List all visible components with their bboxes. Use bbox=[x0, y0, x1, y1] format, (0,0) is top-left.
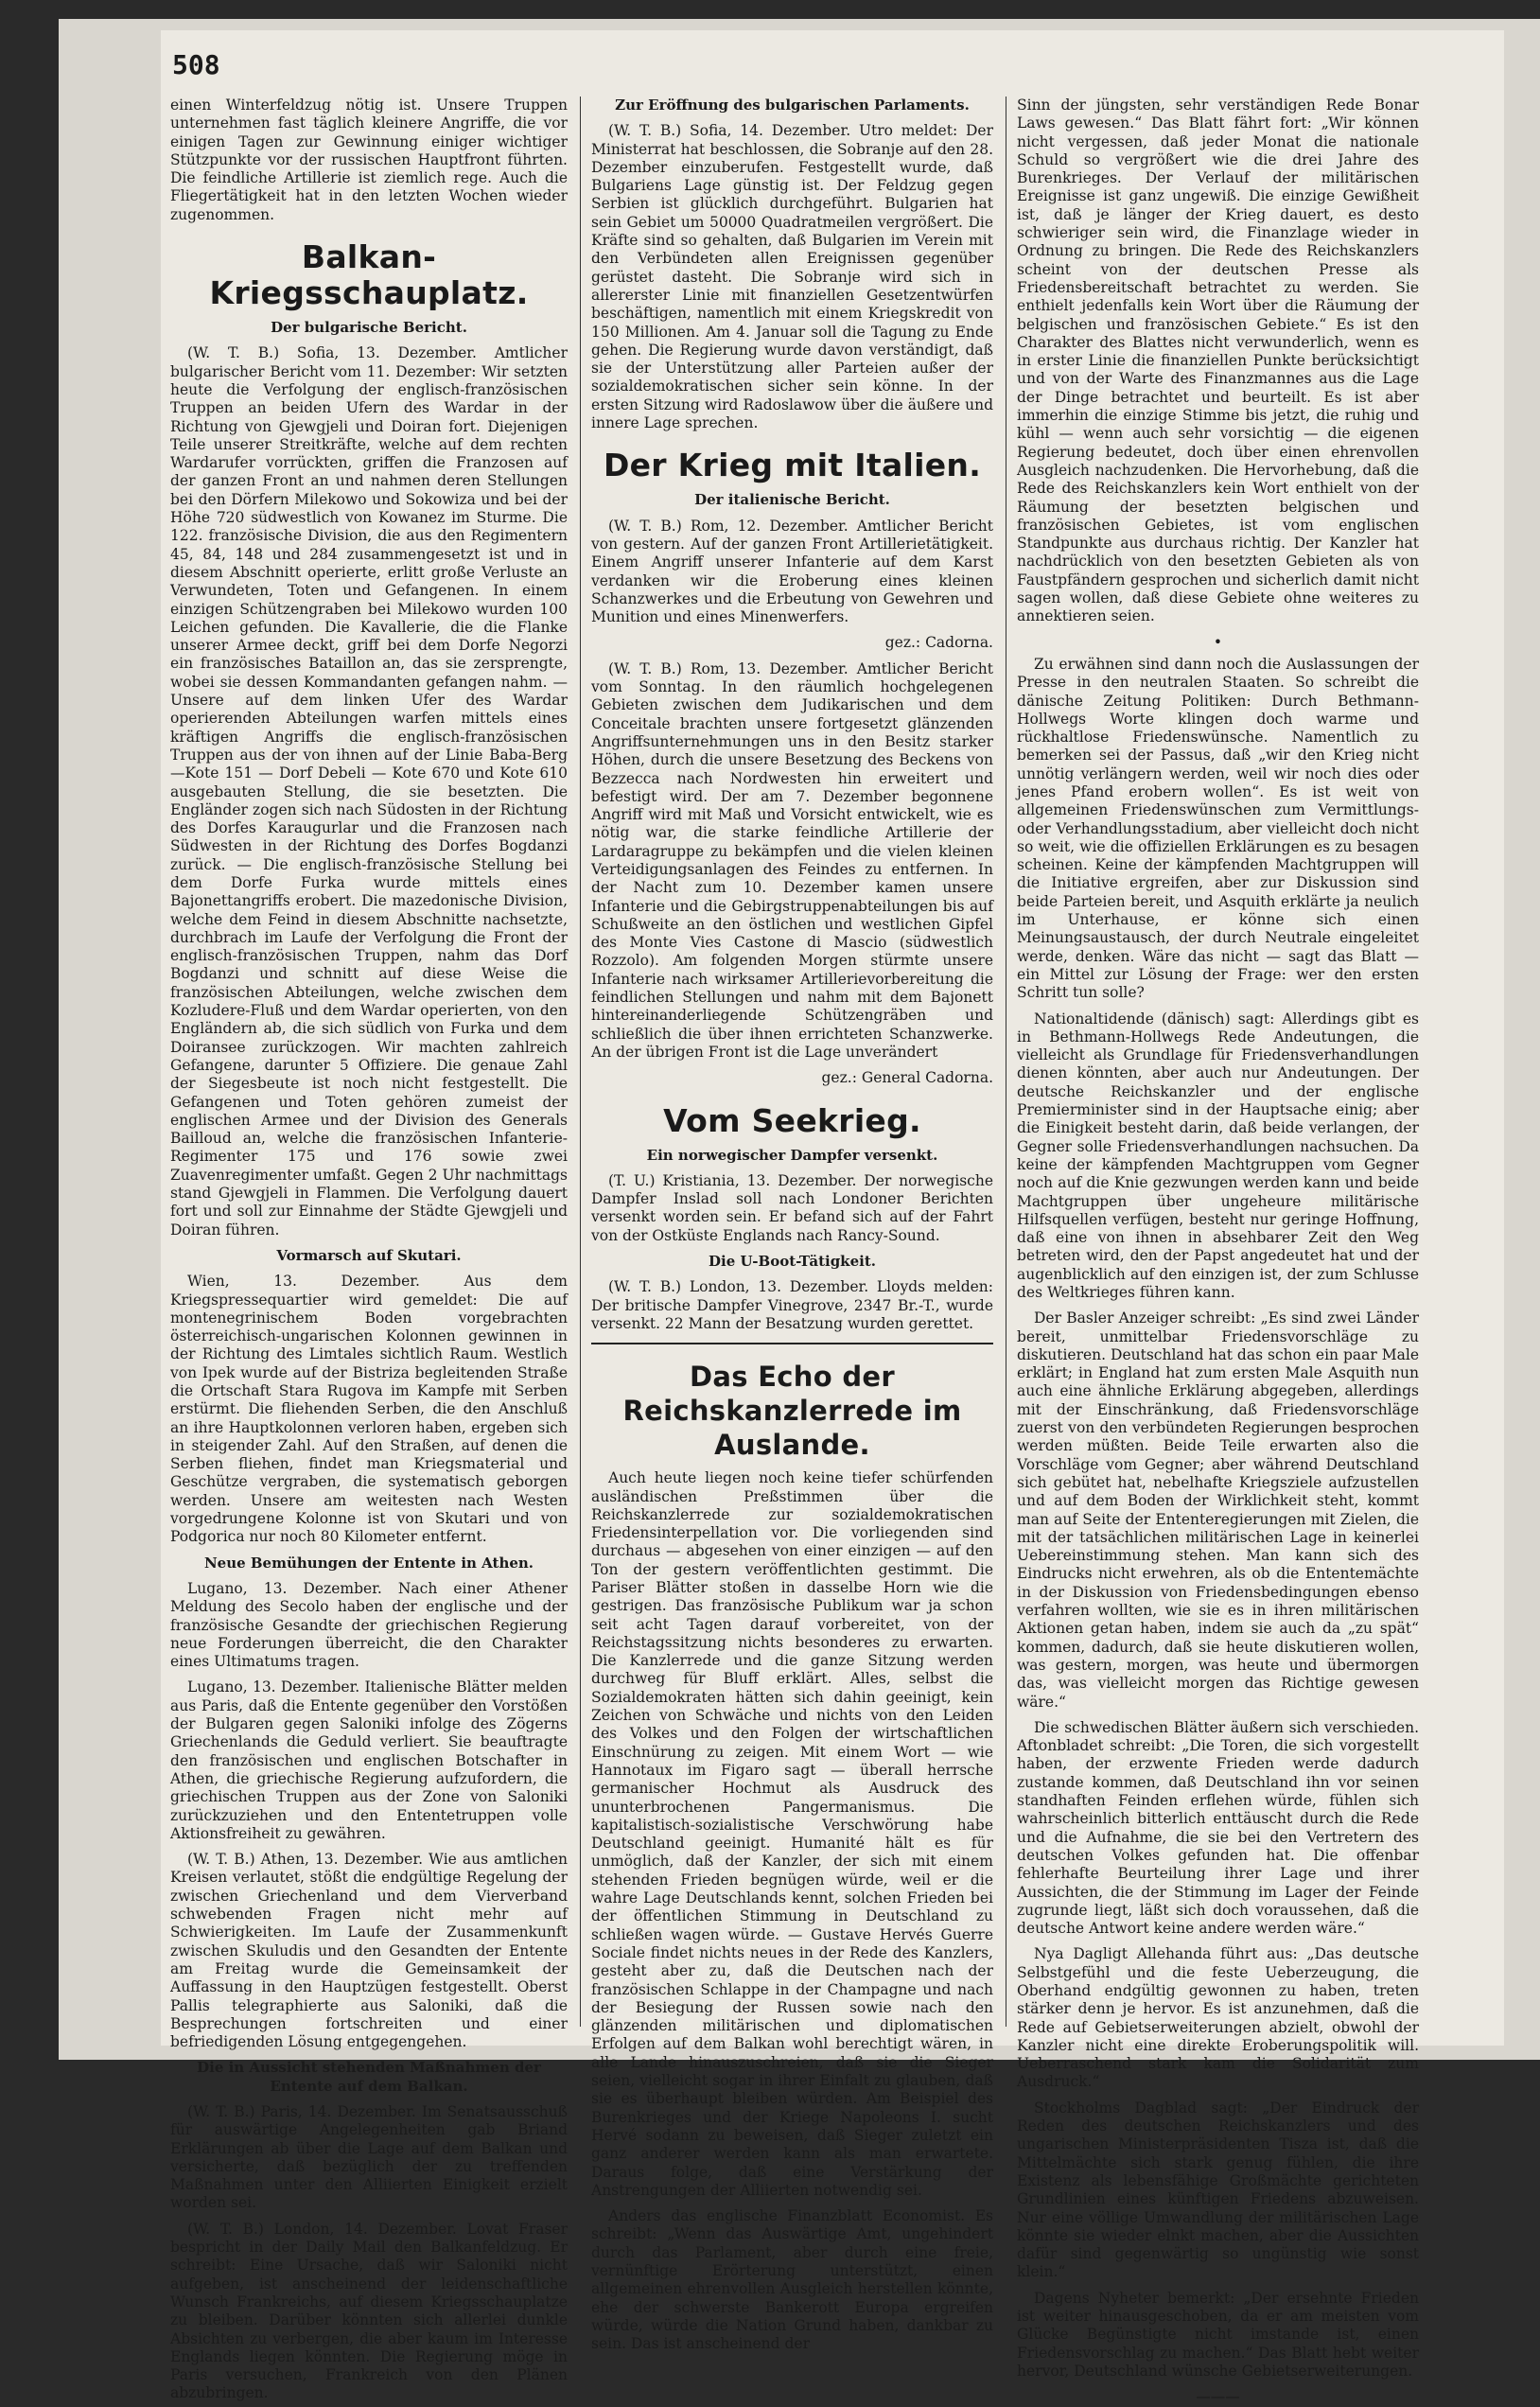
end-rule: ——— bbox=[1196, 2388, 1240, 2406]
page-number: 508 bbox=[172, 49, 220, 80]
subheading: Vormarsch auf Skutari. bbox=[276, 1246, 462, 1264]
paragraph: Zu erwähnen sind dann noch die Auslassungen der Presse in den neutralen Staaten. So schreibt die dänische Zeitung Politiken: Durch Bethmann-Hollwegs Worte klingen doch warme und rückhaltlose Friedenswünsche. Namentlich zu bemerken sei der Passus, daß „wir den Krieg nicht unnötig verlängern werden, weil wir noch dies oder jenes Pfand erobern wollen“. Es ist weit von allgemeinen Friedenswünschen zum Vermittlungs- oder Verhandlungsstadium, aber vielleicht doch nicht so weit, wie die offiziellen Erklärungen es zu besagen scheinen. Keine der kämpfenden Machtgruppen will die Initiative ergreifen, aber zur Diskussion sind beide Parteien bereit, und Asquith erklärte ja neulich im Unterhause, er könne sich einen Meinungsaustausch, der durch Neutrale eingeleitet werde, denken. Wäre das nicht — sagt das Blatt — ein Mittel zur Lösung der Frage: wer den ersten Schritt tun solle? bbox=[1017, 655, 1419, 1002]
subheading: Der italienische Bericht. bbox=[694, 491, 890, 509]
section-heading-seekrieg: Vom Seekrieg. bbox=[663, 1101, 921, 1139]
signature: gez.: Cadorna. bbox=[884, 634, 993, 652]
column-1 bbox=[170, 97, 568, 2402]
newspaper-page bbox=[161, 30, 1504, 2406]
paragraph: (W. T. B.) Sofia, 13. Dezember. Amtlicher bulgarischer Bericht vom 11. Dezember: Wir setzten heute die Verfolgung der englisch-französischen Truppen an beiden Ufern des Wardar in der Richtung von Gjewgjeli und Doiran fort. Diejenigen Teile unserer Streitkräfte, welche auf dem rechten Wardarufer vorrückten, griffen die Franzosen auf der ganzen Front an und nahmen deren Stellungen bei den Dörfern Milekowo und Sokowiza und bei der Höhe 720 südwestlich von Kowanez im Sturme. Die 122. französische Division, die aus den Regimentern 45, 84, 148 und 284 zusammengesetzt ist und in diesem Abschnitt operierte, erlitt große Verluste an Verwundeten, Toten und Gefangenen. In einem einzigen Schützengraben bei Milekowo wurden 100 Leichen gefunden. Die Kavallerie, die die Flanke unserer Armee deckt, griff bei dem Dorfe Negorzi ein französisches Bataillon an, das sie zersprengte, wobei sie dessen Kommandanten gefangen nahm. — Unsere auf dem linken Ufer des Wardar operierenden Abteilungen warfen mittels eines kräftigen Angriffs die englisch-französischen Truppen aus der von ihnen auf der Linie Baba-Berg—Kote 151 — Dorf Debeli — Kote 670 und Kote 610 ausgebauten Stellung, die sie besetzten. Die Engländer zogen sich nach Südosten in der Richtung des Dorfes Karaugurlar und die Franzosen nach Südwesten in der Richtung des Dorfes Bogdanzi zurück. — Die englisch-französische Stellung bei dem Dorfe Furka wurde mittels eines Bajonettangriffs erobert. Die mazedonische Division, welche dem Feind in diesem Abschnitte nachsetzte, durchbrach im Laufe der Verfolgung die Front der englisch-französischen Truppen, nahm das Dorf Bogdanzi und schnitt auf diese Weise die französischen Abteilungen, welche zwischen dem Kozludere-Fluß und dem Wardar operierten, von den Engländern ab, die sich südlich von Furka und dem Doiransee zurückzogen. Wir machten zahlreich Gefangene, darunter 5 Offiziere. Die genaue Zahl der Siegesbeute ist noch nicht festgestellt. Die Gefangenen und Toten gehören zumeist der englischen Armee und der Division des Generals Bailloud an, welche die französischen Infanterie-Regimenter 175 und 176 sowie zwei Zuavenregimenter umfaßt. Gegen 2 Uhr nachmittags stand Gjewgjeli in Flammen. Die Verfolgung dauert fort und soll zur Einnahme der Städte Gjewgjeli und Doiran führen. bbox=[170, 344, 568, 1239]
paragraph: (W. T. B.) Athen, 13. Dezember. Wie aus amtlichen Kreisen verlautet, stößt die endgültige Regelung der zwischen Griechenland und dem Vierverband schwebenden Fragen nicht mehr auf Schwierigkeiten. Im Laufe der Zusammenkunft zwischen Skuludis und den Gesandten der Entente am Freitag wurde die Gemeinsamkeit der Auffassung in den Hauptzügen festgestellt. Oberst Pallis telegraphierte aus Saloniki, daß die Besprechungen fortschreiten und einer befriedigenden Lösung entgegengehen. bbox=[170, 1851, 568, 2051]
subheading: Der bulgarische Bericht. bbox=[271, 319, 467, 337]
paragraph: (W. T. B.) London, 13. Dezember. Lloyds melden: Der britische Dampfer Vinegrove, 2347 Br.-T., wurde versenkt. 22 Mann der Besatzung wurden gerettet. bbox=[591, 1278, 993, 1332]
section-separator-mark: • bbox=[1213, 633, 1223, 651]
subheading: Ein norwegischer Dampfer versenkt. bbox=[646, 1146, 938, 1164]
section-divider bbox=[591, 1343, 993, 1344]
paragraph: Wien, 13. Dezember. Aus dem Kriegspressequartier wird gemeldet: Die auf montenegrinischem Boden vorgebrachten österreichisch-ungarischen Kolonnen gewinnen in der Richtung des Limtales sichtlich Raum. Westlich von Ipek wurde auf der Bistriza begleitenden Straße die Ortschaft Stara Rugova im Kampfe mit Serben erstürmt. Die fliehenden Serben, die den Anschluß an ihre Hauptkolonnen verloren haben, ergeben sich in steigender Zahl. Auf den Straßen, auf denen die Serben fliehen, findet man Kriegsmaterial und Geschütze vergraben, die systematisch geborgen werden. Unsere am weitesten nach Westen vorgedrungene Kolonne ist von Skutari und von Podgorica nur noch 80 Kilometer entfernt. bbox=[170, 1273, 568, 1546]
paragraph: einen Winterfeldzug nötig ist. Unsere Truppen unternehmen fast täglich kleinere Angriffe, die vor einigen Tagen zur Gewinnung einiger wichtiger Stützpunkte vor der russischen Hauptfront führten. Die feindliche Artillerie ist ziemlich rege. Auch die Fliegertätigkeit hat in den letzten Wochen wieder zugenommen. bbox=[170, 97, 568, 223]
scanned-page bbox=[59, 19, 1540, 2406]
paragraph: Die schwedischen Blätter äußern sich verschieden. Aftonbladet schreibt: „Die Toren, die sich vorgestellt haben, der erzwente Frieden werde dadurch zustande kommen, daß Deutschland ihn vor seinen standhaften Feinden erflehen würde, fühlen sich wahrscheinlich bitterlich enttäuscht durch die Rede und die Aufnahme, die sie bei den Vertretern des deutschen Volkes gefunden hat. Die offenbar fehlerhafte Beurteilung ihrer Lage und ihrer Aussichten, die der Stimmung im Lager der Feinde zugrunde liegt, läßt sich doch voraussehen, daß die deutsche Antwort keine andere werden wäre.“ bbox=[1017, 1718, 1419, 1938]
paragraph: (W. T. B.) Sofia, 14. Dezember. Utro meldet: Der Ministerrat hat beschlossen, die Sobranje auf den 28. Dezember einzuberufen. Festgestellt wurde, daß Bulgariens Lage günstig ist. Der Feldzug gegen Serbien ist glücklich durchgeführt. Bulgarien hat sein Gebiet um 50000 Quadratmeilen vergrößert. Die Kräfte sind so gehalten, daß Bulgarien im Verein mit den Verbündeten allen Ereignissen gegenüber gerüstet dasteht. Die Sobranje wird sich in allererster Linie mit finanziellen Gesetzentwürfen beschäftigen, namentlich mit einem Kriegskredit von 150 Millionen. Am 4. Januar soll die Tagung zu Ende gehen. Die Regierung wurde davon verständigt, daß sie der Unterstützung aller Parteien außer der sozialdemokratischen sicher sein könne. In der ersten Sitzung wird Radoslawow über die äußere und innere Lage sprechen. bbox=[591, 122, 993, 432]
subheading: Die in Aussicht stehenden Maßnahmen der Entente auf dem Balkan. bbox=[197, 2059, 541, 2095]
subheading: Zur Eröffnung des bulgarischen Parlaments. bbox=[615, 97, 970, 114]
paragraph: Dagens Nyheter bemerkt: „Der ersehnte Frieden ist weiter hinausgeschoben, da er am meisten vom Glücke Begünstigte nicht imstande ist, einen Friedensvorschlag zu machen.“ Das Blatt hebt weiter hervor, Deutschland wünsche Gebietserweiterungen. bbox=[1017, 2289, 1419, 2380]
paragraph: (W. T. B.) Paris, 14. Dezember. Im Senatsausschuß für auswärtige Angelegenheiten gab Briand Erklärungen ab über die Lage auf dem Balkan und versicherte, daß bezüglich der zu treffenden Maßnahmen unter den Alliierten Einigkeit erzielt worden sei. bbox=[170, 2102, 568, 2212]
paragraph: Lugano, 13. Dezember. Nach einer Athener Meldung des Secolo haben der englische und der französische Gesandte der griechischen Regierung neue Forderungen überreicht, die den Charakter eines Ultimatums tragen. bbox=[170, 1579, 568, 1671]
paragraph: (W. T. B.) Rom, 13. Dezember. Amtlicher Bericht vom Sonntag. In den räumlich hochgelegenen Gebieten zwischen dem Judikarischen und dem Conceitale brachten unsere fortgesetzt glänzenden Angriffsunternehmungen uns in den Besitz starker Höhen, durch die unsere Besetzung des Beckens von Bezzecca nach Nordwesten hin erweitert und befestigt wird. Der am 7. Dezember begonnene Angriff wird mit Maß und Vorsicht entwickelt, wie es nötig war, die starke feindliche Artillerie der Lardaragruppe zu bekämpfen und die vielen kleinen Verteidigungsanlagen des Feindes zu entfernen. In der Nacht zum 10. Dezember kamen unsere Infanterie und die Gebirgstruppenabteilungen bis auf Schußweite an den östlichen und westlichen Gipfel des Monte Vies Castone di Mascio (südwestlich Rozzolo). Am folgenden Morgen stürmte unsere Infanterie nach wirksamer Artillerievorbereitung die feindlichen Stellungen und nahm mit dem Bajonett hintereinanderliegende Schützengräben und schließlich die über ihnen errichteten Schanzwerke. An der übrigen Front ist die Lage unverändert bbox=[591, 659, 993, 1061]
subheading: Die U-Boot-Tätigkeit. bbox=[709, 1253, 876, 1271]
column-2 bbox=[591, 97, 993, 2353]
paragraph: Lugano, 13. Dezember. Italienische Blätter melden aus Paris, daß die Entente gegenüber den Vorstößen der Bulgaren gegen Saloniki infolge des Zögerns Griechenlands die Geduld verliert. Sie beauftragte den französischen und englischen Botschafter in Athen, die griechische Regierung aufzufordern, die griechischen Truppen aus der Zone von Saloniki zurückzuziehen und den Ententetruppen volle Aktionsfreiheit zu gewähren. bbox=[170, 1678, 568, 1842]
paragraph: Der Basler Anzeiger schreibt: „Es sind zwei Länder bereit, unmittelbar Friedensvorschläge zu diskutieren. Deutschland hat das schon ein paar Male erklärt; in England hat zum ersten Male Asquith nun auch eine ähnliche Erklärung abgegeben, allerdings mit der Einschränkung, daß Friedensvorschläge zuerst von den verbündeten Regierungen besprochen werden müßten. Beide Teile erwarten also die Vorschläge vom Gegner; aber während Deutschland sich gebütet hat, nebelhafte Kriegsziele aufzustellen und auf dem Boden der Wirklichkeit steht, kommt man auf Seite der Ententeregierungen mit Zielen, die mit der tatsächlichen militärischen Lage in keinerlei Uebereinstimmung stehen. Man kann sich des Eindrucks nicht erwehren, als ob die Ententemächte in der Diskussion von Friedensbedingungen ebenso verfahren wollten, wie sie es in ihren militärischen Aktionen getan haben, indem sie auch da „zu spät“ kommen, dadurch, daß sie heute diskutieren wollen, was gestern, morgen, was heute und übermorgen das, was vielleicht morgen das Richtige gewesen wäre.“ bbox=[1017, 1309, 1419, 1711]
paragraph: Stockholms Dagblad sagt: „Der Eindruck der Reden des deutschen Reichskanzlers und des ungarischen Ministerpräsidenten Tisza ist, daß die Mittelmächte sich stark genug fühlen, die ihre Existenz als lebensfähige Großmächte gerichteten Grundlinien eines künftigen Friedens abzuweisen. Nur eine völlige Umwandlung der militärischen Lage könnte sie wieder elnkt machen, aber die Aussichten dafür sind gegenwärtig so ungünstig wie sonst klein.“ bbox=[1017, 2099, 1419, 2281]
paragraph: Sinn der jüngsten, sehr verständigen Rede Bonar Laws gewesen.“ Das Blatt fährt fort: „Wir können nicht vergessen, daß jeder Monat die nationale Schuld so vergrößert wie die drei Jahre des Burenkrieges. Der Verlauf der militärischen Ereignisse ist ganz ungewiß. Die einzige Gewißheit ist, daß je länger der Krieg dauert, es desto schwieriger sein wird, die Finanzlage wieder in Ordnung zu bringen. Die Rede des Reichskanzlers scheint von der deutschen Presse als Friedensbereitschaft betrachtet zu werden. Sie enthielt jedenfalls kein Wort über die Räumung der belgischen und französischen Gebiete.“ Es ist den Charakter des Blattes nicht verwunderlich, wenn es in erster Linie die finanziellen Punkte berücksichtigt und von der Warte des Finanzmannes aus die Lage der Dinge betrachtet und beurteilt. Es ist aber immerhin die einzige Stimme bis jetzt, die ruhig und kühl — wenn auch sehr vorsichtig — die eigenen Regierung bedeutet, doch über einen ehrenvollen Ausgleich nachzudenken. Die Hervorhebung, daß die Rede des Reichskanzlers kein Wort enthielt von der Räumung der besetzten belgischen und französischen Gebietes, ist vom englischen Standpunkte aus durchaus richtig. Der Kanzler hat nachdrücklich von den besetzten Gebieten als von Faustpfändern gesprochen und sicherlich damit nicht sagen wollen, daß diese Gebiete ohne weiteres zu annektieren seien. bbox=[1017, 97, 1419, 625]
paragraph: Nya Dagligt Allehanda führt aus: „Das deutsche Selbstgefühl und die feste Ueberzeugung, die Oberhand endgültig gewonnen zu haben, treten stärker denn je hervor. Es ist anzunehmen, daß die Rede auf Gebietserweiterungen abzielt, obwohl der Kanzler nicht eine direkte Eroberungspolitik will. Ueberraschend stark kam die Solidarität zum Ausdruck.“ bbox=[1017, 1945, 1419, 2091]
section-heading-echo: Das Echo der Reichskanzlerrede im Auslande. bbox=[622, 1361, 962, 1462]
paragraph: Anders das englische Finanzblatt Economist. Es schreibt: „Wenn das Auswärtige Amt, ungehindert durch das Parlament, aber durch eine freie, vernünftige Erörterung unterstützt, einen allgemeinen ehrenvollen Ausgleich herstellen könnte, ehe der schwerste Bankerott Europa ergreifen würde, würde die Nation Grund haben, dankbar zu sein. Das ist anscheinend der bbox=[591, 2207, 993, 2353]
paragraph: Nationaltidende (dänisch) sagt: Allerdings gibt es in Bethmann-Hollwegs Rede Andeutungen, die vielleicht als Grundlage für Friedensverhandlungen dienen könnten, aber auch nur Andeutungen. Der deutsche Reichskanzler und der englische Premierminister sind in der Hauptsache einig; aber die Einigkeit besteht darin, daß beide verlangen, der Gegner solle Friedensverhandlungen nachsuchen. Da keine der kämpfenden Machtgruppen vom Gegner noch auf die Knie gezwungen werden kann und beide Machtgruppen über ungeheure militärische Hilfsquellen verfügen, besteht nur geringe Hoffnung, daß eine von ihnen in absehbarer Zeit den Weg betreten wird, den der Papst angedeutet hat und der augenblicklich auf den einzigen ist, der zum Schlusse des Weltkrieges führen kann. bbox=[1017, 1010, 1419, 1301]
column-rule bbox=[580, 97, 581, 2027]
paragraph: (W. T. B.) Rom, 12. Dezember. Amtlicher Bericht von gestern. Auf der ganzen Front Artillerietätigkeit. Einem Angriff unserer Infanterie auf dem Karst verdanken wir die Eroberung eines kleinen Schanzwerkes und die Erbeutung von Gewehren und Munition und eines Minenwerfers. bbox=[591, 517, 993, 626]
paragraph: (W. T. B.) London, 14. Dezember. Lovat Fraser bespricht in der Daily Mail den Balkanfeldzug. Er schreibt: Eine Ursache, daß wir Saloniki nicht aufgeben, ist anscheinend der leidenschaftliche Wunsch Frankreichs, auf diesem Kriegsschauplatze zu bleiben. Darüber könnten sich allerlei dunkle Absichten zu verbergen, die aber kaum im Interesse Englands liegen könnten. Die Regierung möge in Paris versuchen, Frankreich von den Plänen abzubringen. bbox=[170, 2220, 568, 2402]
column-3 bbox=[1017, 97, 1419, 2406]
section-heading-balkan: Balkan-Kriegsschauplatz. bbox=[209, 238, 529, 312]
subheading: Neue Bemühungen der Entente in Athen. bbox=[203, 1554, 534, 1572]
paragraph: Auch heute liegen noch keine tiefer schürfenden ausländischen Preßstimmen über die Reichskanzlerrede zur sozialdemokratischen Friedensinterpellation vor. Die vorliegenden sind durchaus — abgesehen von einer einzigen — auf den Ton der gestern veröffentlichten gestimmt. Die Pariser Blätter stoßen in dasselbe Horn wie die gestrigen. Das französische Publikum war ja schon seit acht Tagen darauf vorbereitet, von der Reichstagssitzung nichts besonderes zu erwarten. Die Kanzlerrede und die ganze Sitzung werden durchweg für Bluff erklärt. Alles, selbst die Sozialdemokraten hätten sich dahin geeinigt, kein Zeichen von Schwäche und nichts von den Leiden des Volkes und den Folgen der wirtschaftlichen Einschnürung zu zeigen. Mit einem Wort — wie Hannotaux im Figaro sagt — überall herrsche germanischer Hochmut als Ausdruck des ununterbrochenen Pangermanismus. Die kapitalistisch-sozialistische Verschwörung habe Deutschland geeinigt. Humanité hält es für unmöglich, daß der Kanzler, der sich mit einem stehenden Frieden begnügen würde, weil er die wahre Lage Deutschlands kennt, solchen Frieden bei der öffentlichen Stimmung in Deutschland zu schließen wagen würde. — Gustave Hervés Guerre Sociale findet nichts neues in der Rede des Kanzlers, gesteht aber zu, daß die Deutschen nach der französischen Schlappe in der Champagne und nach der Besiegung der Russen sowie nach den glänzenden militärischen und diplomatischen Erfolgen auf dem Balkan wohl berechtigt wären, in alle Lande hinauszuschreien, daß sie die Sieger seien, vielleicht sogar in ihrer Einfalt zu glauben, daß sie es überhaupt bleiben würden. Am Beispiel des Burenkrieges und der Kriege Napoleons I. sucht Hervé sodann zu beweisen, daß Sieger zuletzt ein ganz anderer werden kann als man erwartete. Daraus folge, daß eine Verstärkung der Anstrengungen der Alliierten notwendig sei. bbox=[591, 1469, 993, 2199]
section-heading-italien: Der Krieg mit Italien. bbox=[603, 447, 982, 484]
signature: gez.: General Cadorna. bbox=[821, 1069, 993, 1087]
paragraph: (T. U.) Kristiania, 13. Dezember. Der norwegische Dampfer Inslad soll nach Londoner Berichten versenkt worden sein. Er befand sich auf der Fahrt von der Ostküste Englands nach Rancy-Sound. bbox=[591, 1171, 993, 1244]
